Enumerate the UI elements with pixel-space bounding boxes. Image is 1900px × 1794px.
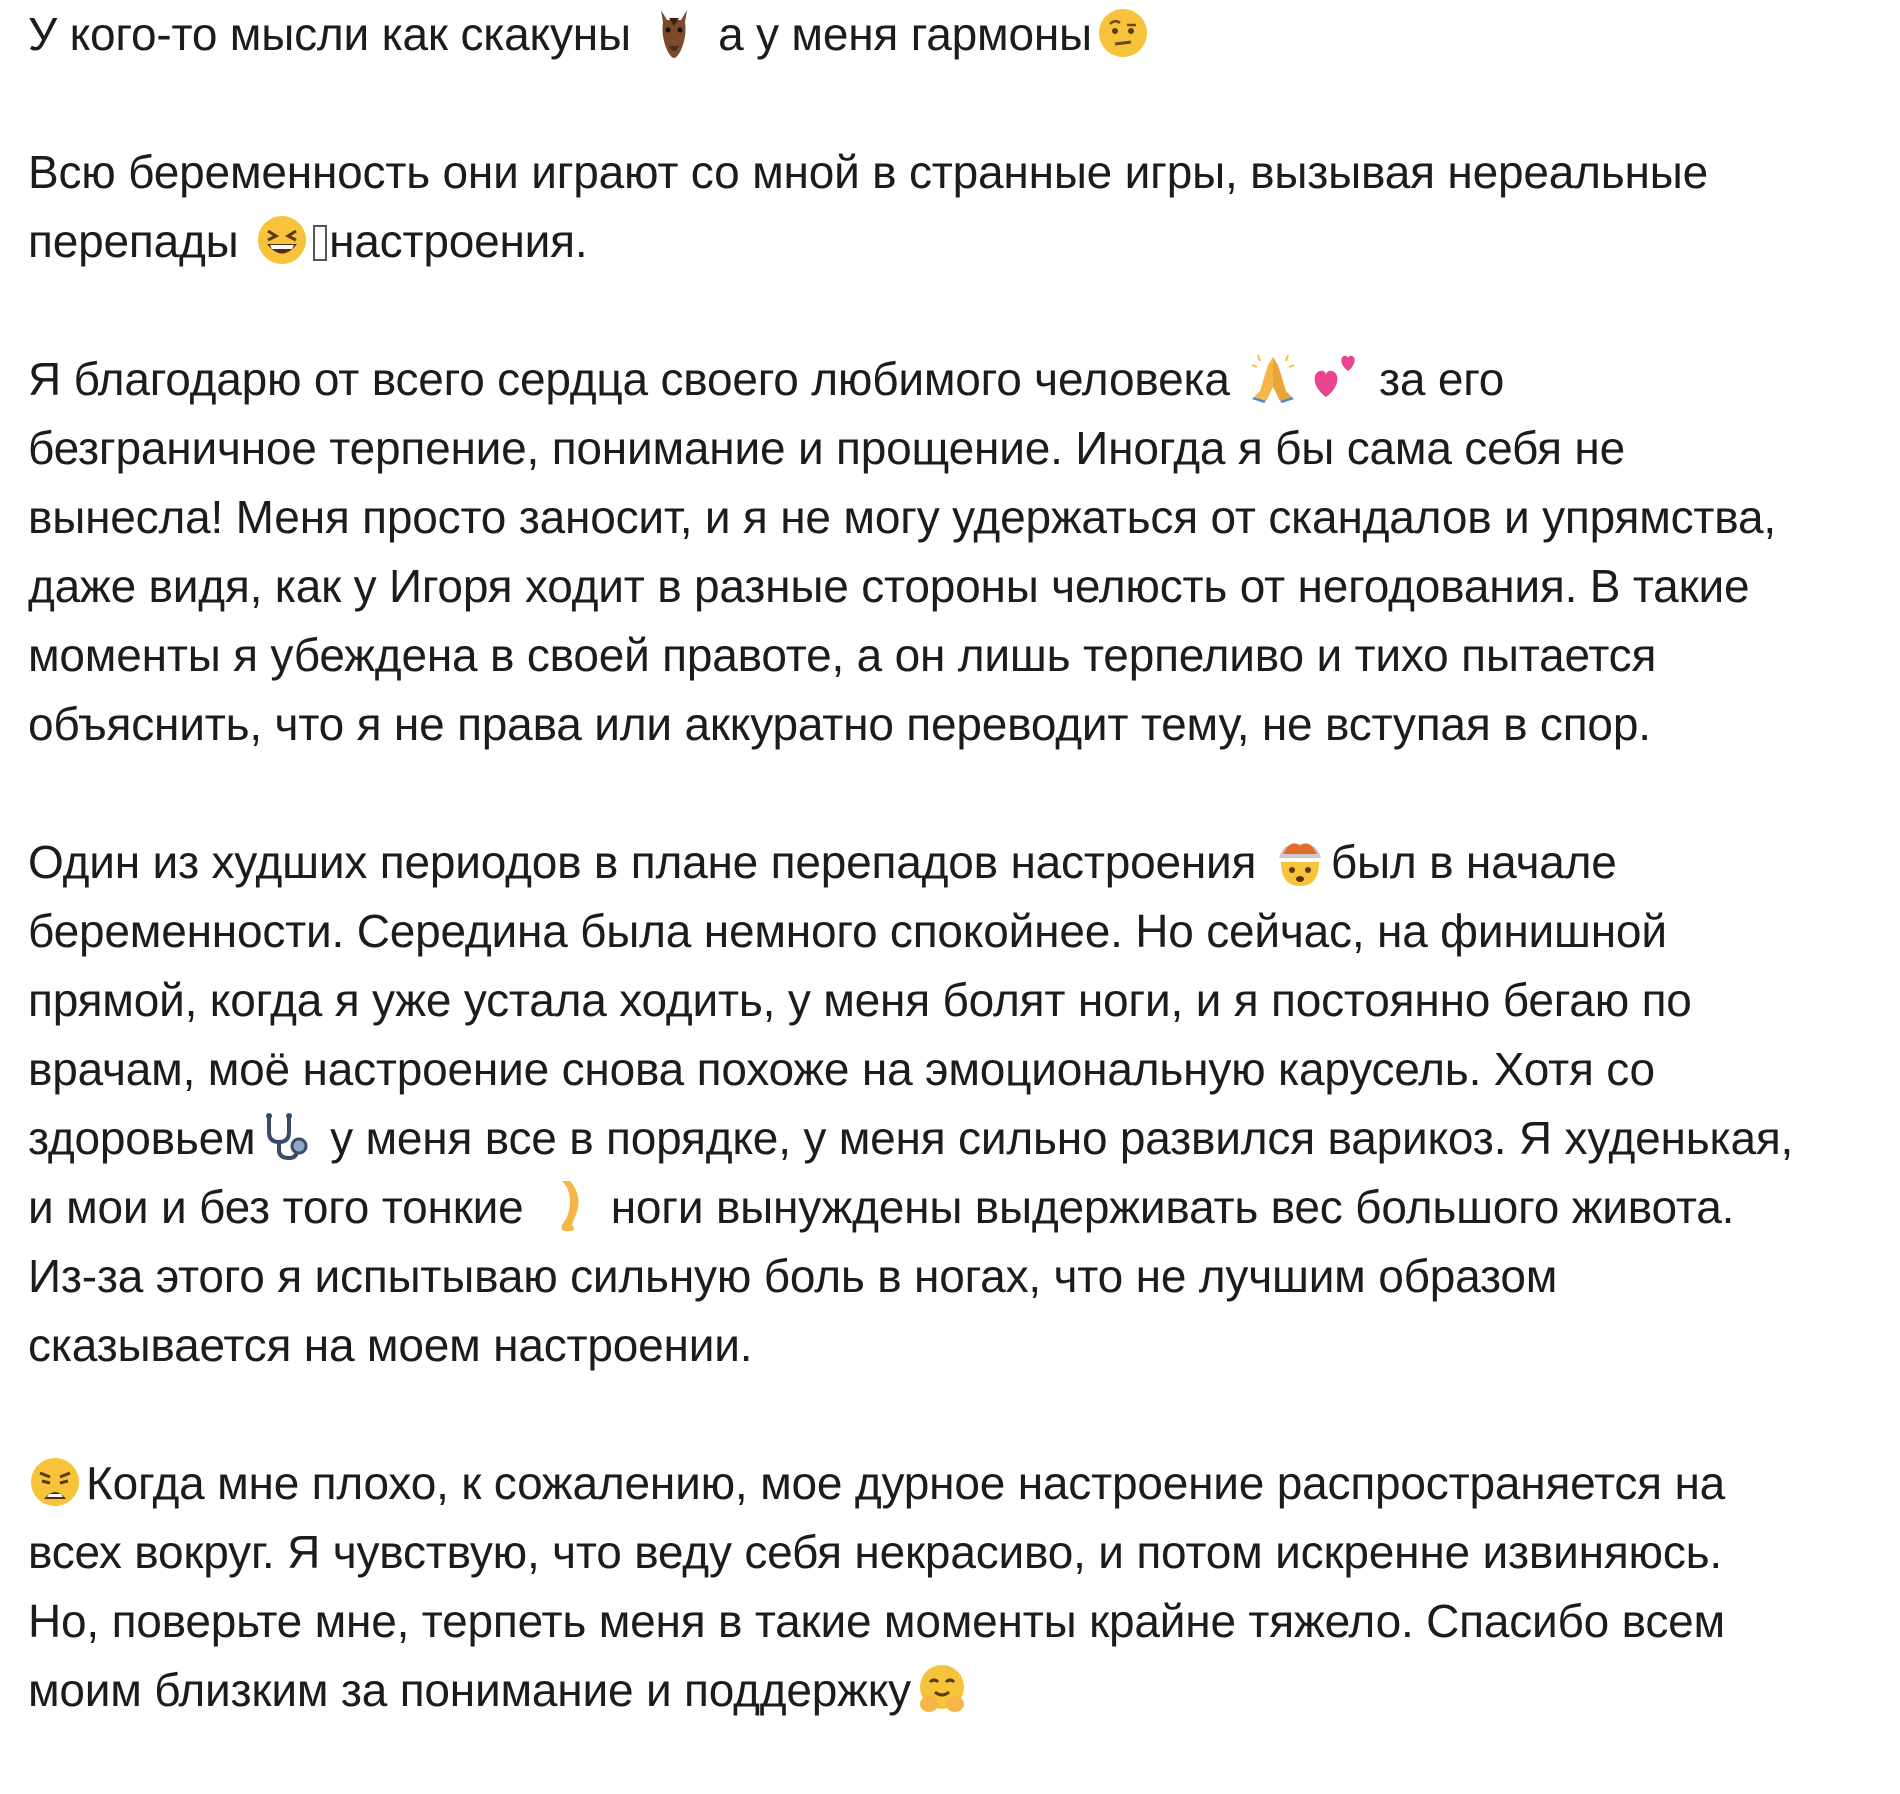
line: Но, поверьте мне, терпеть меня в такие моменты крайне тяжело. Спасибо всем (28, 1595, 1725, 1647)
line: прямой, когда я уже устала ходить, у меня болят ноги, и я постоянно бегаю по (28, 974, 1692, 1026)
line: вынесла! Меня просто заносит, и я не могу удержаться от скандалов и упрямства, (28, 491, 1776, 543)
paragraph-5 (28, 1449, 1888, 1725)
line: безграничное терпение, понимание и прощение. Иногда я бы сама себя не (28, 422, 1625, 474)
folded-hands-icon (1246, 351, 1300, 405)
text: моим близким за понимание и поддержку (28, 1664, 911, 1716)
paragraph-1 (28, 0, 1888, 69)
text: здоровьем (28, 1112, 256, 1164)
paragraph-3 (28, 345, 1888, 759)
line: врачам, моё настроение снова похоже на эмоциональную карусель. Хотя со (28, 1043, 1655, 1095)
line: Всю беременность они играют со мной в странные игры, вызывая нереальные (28, 146, 1708, 198)
face-with-raised-eyebrow-icon (1096, 6, 1150, 60)
text: у меня все в порядке, у меня сильно развился варикоз. Я худенькая, (330, 1112, 1794, 1164)
line: беременности. Середина была немного спокойнее. Но сейчас, на финишной (28, 905, 1667, 957)
text: а у меня гармоны (718, 8, 1092, 60)
weary-face-icon (28, 1455, 82, 1509)
line: сказывается на моем настроении. (28, 1319, 753, 1371)
line (28, 1656, 1888, 1725)
line: моменты я убеждена в своей правоте, а он лишь терпеливо и тихо пытается (28, 629, 1657, 681)
line (28, 828, 1888, 897)
text: перепады (28, 215, 239, 267)
text: Когда мне плохо, к сожалению, мое дурное настроение распространяется на (86, 1457, 1726, 1509)
text: был в начале (1330, 836, 1617, 888)
line (28, 1449, 1888, 1518)
text: ноги вынуждены выдерживать вес большого живота. (610, 1181, 1735, 1233)
horse-face-icon (647, 6, 701, 60)
line (28, 1173, 1888, 1242)
text: У кого-то мысли как скакуны (28, 8, 631, 60)
line: всех вокруг. Я чувствую, что веду себя некрасиво, и потом искренне извиняюсь. (28, 1526, 1722, 1578)
exploding-head-icon (1273, 834, 1327, 888)
post-text (28, 0, 1888, 1794)
text: Я благодарю от всего сердца своего любимого человека (28, 353, 1230, 405)
stethoscope-icon (259, 1110, 313, 1164)
line (28, 207, 1888, 276)
text: Один из худших периодов в плане перепадов настроения (28, 836, 1257, 888)
two-hearts-icon (1308, 351, 1362, 405)
line (28, 345, 1888, 414)
leg-icon (540, 1179, 594, 1233)
line: Из-за этого я испытываю сильную боль в ногах, что не лучшим образом (28, 1250, 1558, 1302)
text: за его (1378, 353, 1505, 405)
paragraph-4 (28, 828, 1888, 1380)
line: объяснить, что я не права или аккуратно переводит тему, не вступая в спор. (28, 698, 1651, 750)
missing-glyph-icon (313, 225, 327, 261)
line: даже видя, как у Игоря ходит в разные стороны челюсть от негодования. В такие (28, 560, 1750, 612)
text: настроения. (329, 215, 588, 267)
hugging-face-icon (915, 1662, 969, 1716)
line (28, 0, 1888, 69)
paragraph-2 (28, 138, 1888, 276)
grinning-squinting-face-icon (255, 213, 309, 267)
text: и мои и без того тонкие (28, 1181, 524, 1233)
line (28, 1104, 1888, 1173)
